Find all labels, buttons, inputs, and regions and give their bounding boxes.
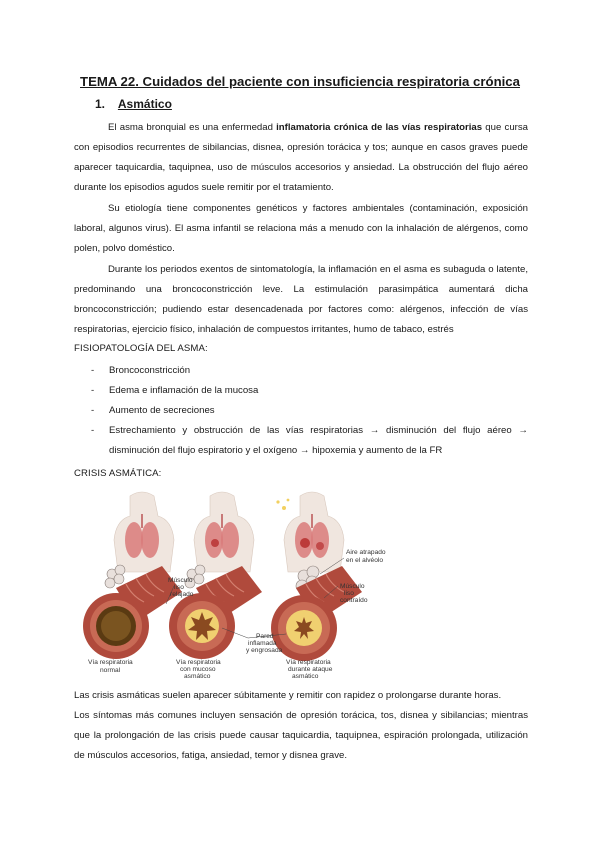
label-ataque-2: durante ataque	[288, 666, 333, 673]
label-pared-3: y engrosada	[246, 647, 283, 654]
label-musculo-contraido-2: liso	[344, 590, 354, 597]
section-heading	[95, 97, 172, 111]
asthma-airway-figure	[72, 488, 416, 680]
label-moco-1: Vía respiratoria	[176, 659, 221, 666]
label-moco-3: asmático	[184, 673, 211, 680]
label-musculo-relajado-3: relajado	[170, 591, 194, 598]
body-silhouette-normal	[114, 492, 174, 572]
label-normal-2: normal	[100, 667, 121, 674]
label-musculo-relajado-2: liso	[174, 584, 184, 591]
paragraph-pathology: Durante los periodos exentos de sintomatología, la inflamación en el asma es subaguda o latente, predominando una broncoconstricción leve. La estimulación parasimpática aumentará dicha broncoconstricción; pudiendo estar desencadenada por factores como: alérgenos, infección de vías respiratorias, ejercicio físico, inhalación de compuestos irritantes, humo de tabaco, estrés	[74, 264, 528, 335]
fisiopatologia-heading: FISIOPATOLOGÍA DEL ASMA:	[74, 343, 208, 354]
paragraph-etiology: Su etiología tiene componentes genéticos y factores ambientales (contaminación, exposición laboral, algunos virus). El asma infantil se relaciona más a menudo con la inhalación de alérgenos, como polen, polvo doméstico.	[74, 203, 528, 254]
paragraph-crisis-symptoms: Los síntomas más comunes incluyen sensación de opresión torácica, tos, disnea y sibilancias; mientras que la prolongación de las crisis puede causar taquicardia, taquipnea, espiración prolongada, utilización de músculos accesorios, fatiga, ansiedad, temor y disnea grave.	[74, 710, 528, 761]
section-number: 1.	[95, 97, 106, 111]
label-aire-1: Aire atrapado	[346, 549, 386, 556]
document-title: TEMA 22. Cuidados del paciente con insuficiencia respiratoria crónica	[80, 74, 520, 89]
body-silhouette-attack	[276, 492, 344, 572]
label-normal-1: Vía respiratoria	[88, 659, 133, 666]
crisis-heading: CRISIS ASMÁTICA:	[74, 468, 162, 479]
label-ataque-1: Vía respiratoria	[286, 659, 331, 666]
paragraph-definition: El asma bronquial es una enfermedad inflamatoria crónica de las vías respiratorias que cursa con episodios recurrentes de sibilancias, disnea, opresión torácica y tos; aunque en casos graves puede aparecer taquicardia, taquipnea, uso de músculos accesorios y ansiedad. La obstrucción del flujo aéreo durante los episodios agudos suele remitir por el tratamiento.	[74, 122, 528, 193]
list-item: - Edema e inflamación de la mucosa	[91, 385, 259, 396]
body-silhouette-mucus	[194, 492, 254, 572]
label-musculo-contraido-1: Músculo	[340, 583, 365, 590]
list-item: - Broncoconstricción	[91, 365, 191, 376]
label-ataque-3: asmático	[292, 673, 319, 680]
label-musculo-relajado-1: Músculo	[168, 577, 193, 584]
label-pared-2: inflamada	[248, 640, 277, 647]
airway-attack	[271, 566, 362, 661]
bold-term: inflamatoria crónica de las vías respiratorias	[276, 122, 483, 133]
label-musculo-contraido-3: contraído	[340, 597, 368, 604]
alveoli-cluster-left	[105, 565, 125, 588]
label-aire-2: en el alvéolo	[346, 557, 384, 564]
section-name: Asmático	[117, 97, 172, 111]
list-item: - Estrechamiento y obstrucción de las vías respiratorias → disminución del flujo aéreo → disminución del flujo espiratorio y el oxígeno → hipoxemia y aumento de la FR	[91, 425, 528, 456]
label-pared-1: Pared	[256, 633, 274, 640]
list-item: - Aumento de secreciones	[91, 405, 215, 416]
fisiopatologia-list	[74, 361, 528, 461]
paragraph-crisis-onset: Las crisis asmáticas suelen aparecer súbitamente y remitir con rapidez o prolongarse durante horas.	[74, 690, 502, 701]
label-moco-2: con mucoso	[180, 666, 216, 673]
